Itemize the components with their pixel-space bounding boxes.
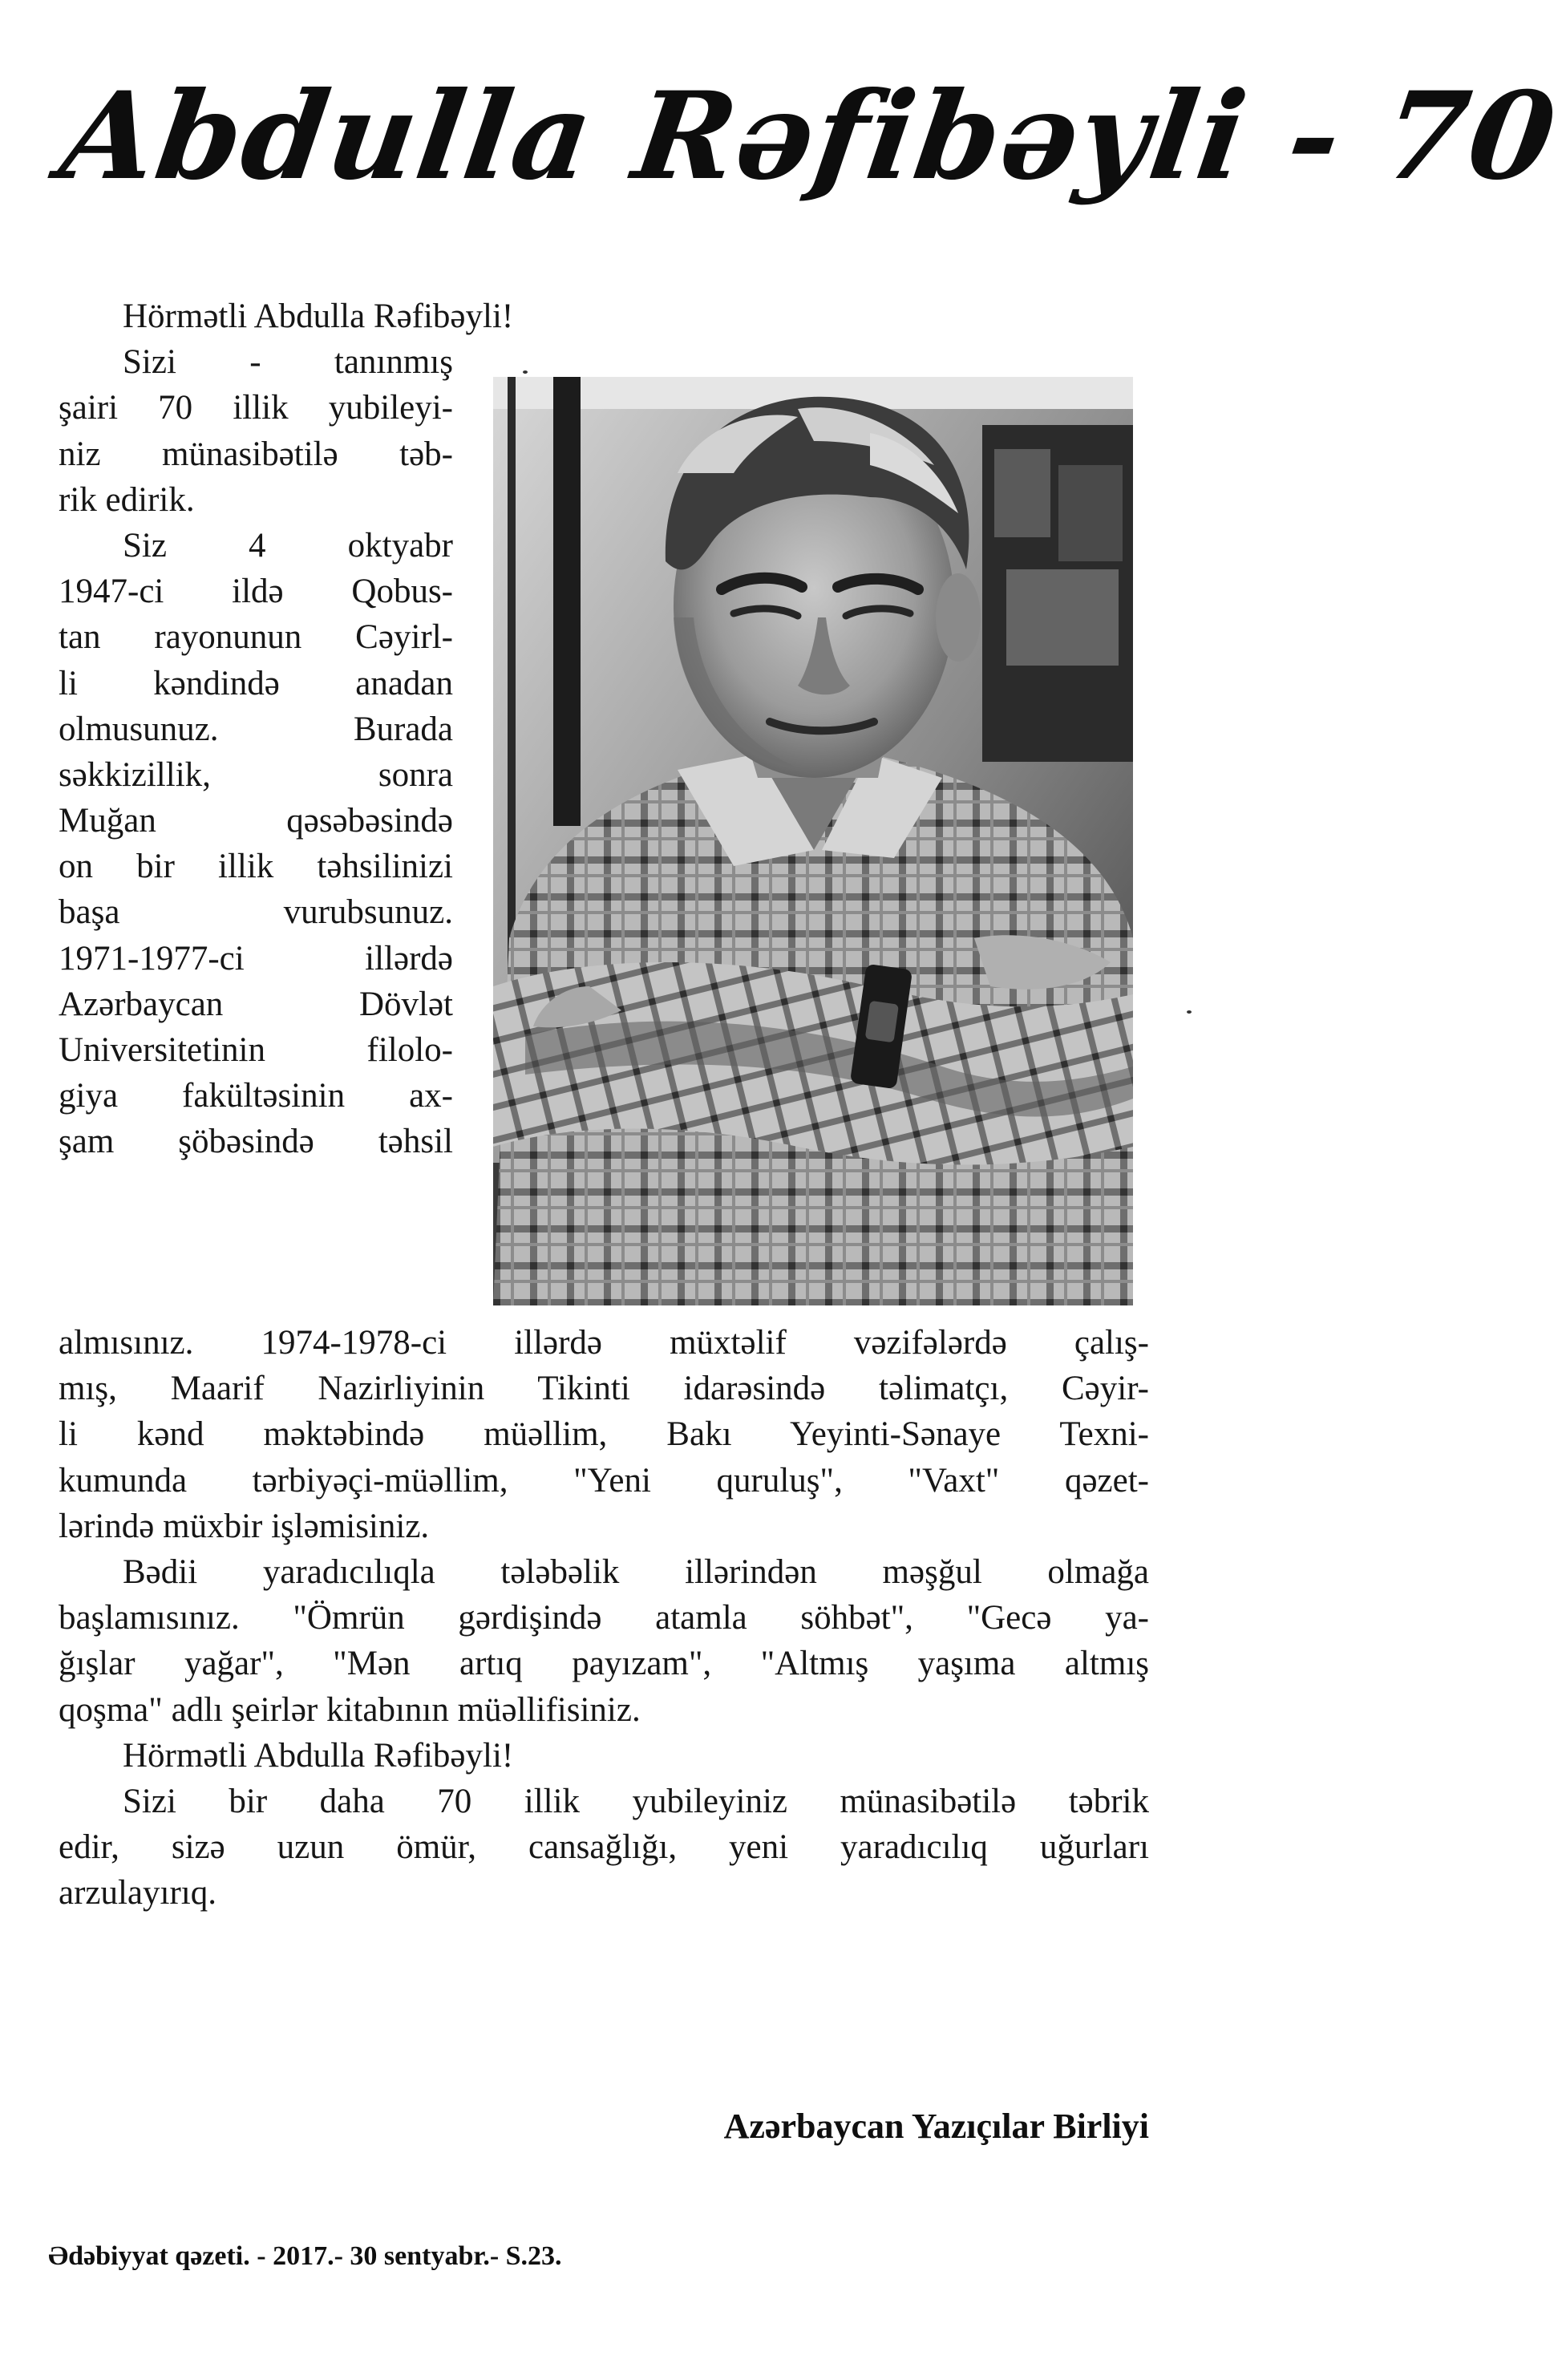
text-line: başlamısınız. "Ömrün gərdişində atamla söhbət", "Gecə ya- [59, 1599, 1149, 1637]
article-title: Abdulla Rəfibəyli - 70 [52, 66, 1565, 207]
text-line: arzulayırıq. [59, 1874, 216, 1912]
text-line: Azərbaycan Dövlət [59, 985, 453, 1023]
text-line: 1971-1977-ci illərdə [59, 939, 453, 978]
text-line: almısınız. 1974-1978-ci illərdə müxtəlif vəzifələrdə çalış- [59, 1324, 1149, 1362]
letter-left-column [59, 293, 514, 1165]
text-line: Universitetinin filolo- [59, 1031, 453, 1069]
text-line: tan rayonunun Cəyirl- [59, 618, 453, 657]
text-line: ğışlar yağar", "Mən artıq payızam", "Altmış yaşıma altmış [59, 1645, 1149, 1683]
text-line: Hörmətli Abdulla Rəfibəyli! [123, 1736, 514, 1775]
text-line: giya fakültəsinin ax- [59, 1077, 453, 1115]
text-line: şam şöbəsində təhsil [59, 1123, 453, 1161]
source-citation: Ədəbiyyat qəzeti. - 2017.- 30 sentyabr.- S.23. [48, 2241, 562, 2271]
text-line: kumunda tərbiyəçi-müəllim, "Yeni quruluş", "Vaxt" qəzet- [59, 1461, 1149, 1500]
text-line: qoşma" adlı şeirlər kitabının müəllifisiniz. [59, 1690, 641, 1729]
text-line: edir, sizə uzun ömür, cansağlığı, yeni yaradıcılıq uğurları [59, 1828, 1149, 1867]
text-line: rik edirik. [59, 480, 195, 519]
signature: Azərbaycan Yazıçılar Birliyi [723, 2107, 1149, 2146]
text-line: Sizi bir daha 70 illik yubileyiniz münasibətilə təbrik [123, 1782, 1149, 1820]
print-speck [523, 370, 528, 374]
text-line: lərində müxbir işləmisiniz. [59, 1507, 430, 1545]
portrait-photo [493, 377, 1133, 1305]
letter-full-width [59, 1320, 1149, 1916]
text-line: Siz 4 oktyabr [123, 526, 453, 565]
portrait-illustration [493, 377, 1133, 1305]
text-line: başa vurubsunuz. [59, 893, 453, 932]
text-line: Sizi - tanınmış [123, 343, 453, 382]
text-line: on bir illik təhsilinizi [59, 848, 453, 886]
text-line: niz münasibətilə təb- [59, 435, 453, 473]
text-line: li kənd məktəbində müəllim, Bakı Yeyinti-Sənaye Texni- [59, 1415, 1149, 1454]
text-line: li kəndində anadan [59, 664, 453, 702]
text-line: şairi 70 illik yubileyi- [59, 389, 453, 427]
text-line: mış, Maarif Nazirliyinin Tikinti idarəsində təlimatçı, Cəyir- [59, 1370, 1149, 1408]
text-line: Hörmətli Abdulla Rəfibəyli! [123, 298, 514, 335]
print-speck [1187, 1010, 1192, 1014]
text-line: olmusunuz. Burada [59, 710, 453, 748]
text-line: Muğan qəsəbəsində [59, 802, 453, 840]
text-line: 1947-ci ildə Qobus- [59, 573, 453, 611]
text-line: Bədii yaradıcılıqla tələbəlik illərindən məşğul olmağa [123, 1552, 1149, 1591]
text-line: səkkizillik, sonra [59, 755, 453, 794]
